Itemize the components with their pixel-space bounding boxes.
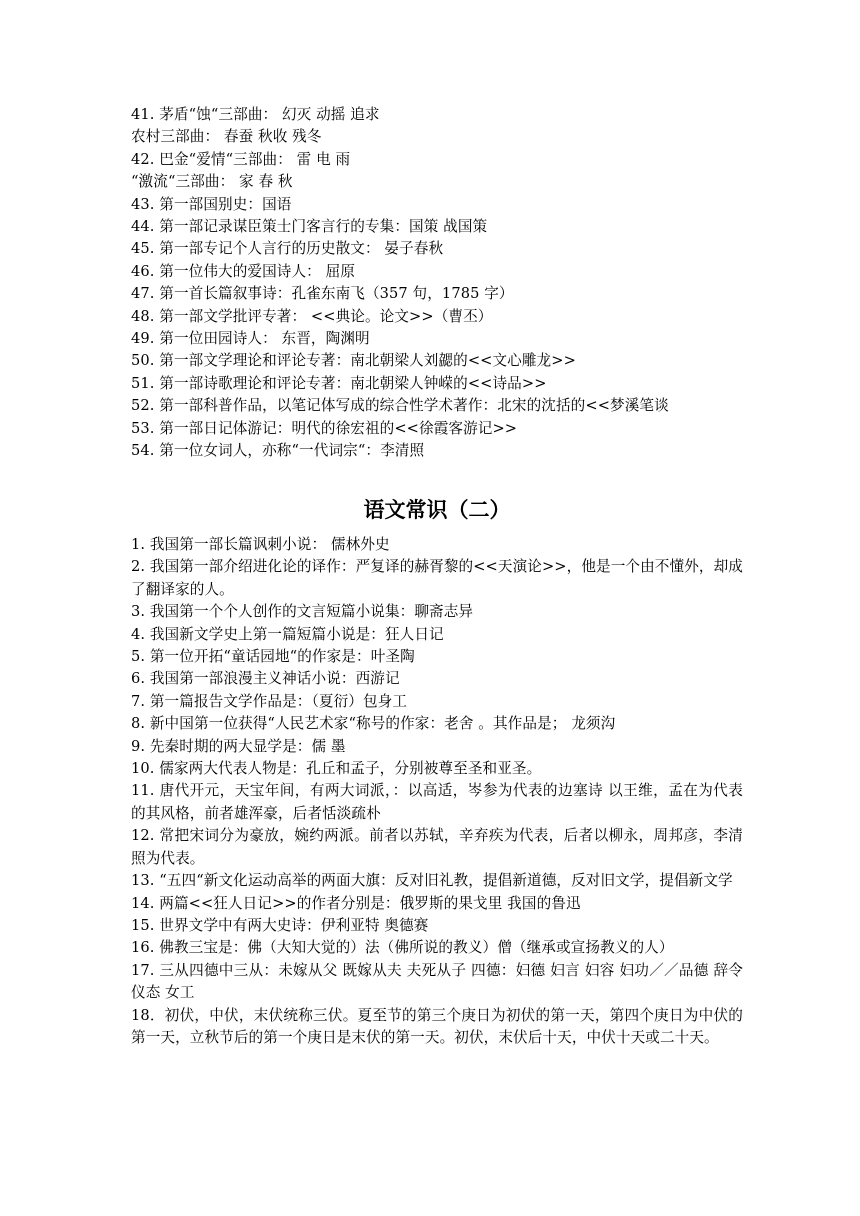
list-item: 1. 我国第一部长篇讽刺小说： 儒林外史 — [131, 536, 390, 553]
list-item: 10. 儒家两大代表人物是：孔丘和孟子，分别被尊至圣和亚圣。 — [131, 760, 542, 778]
list-item: 13. “五四“新文化运动高举的两面大旗：反对旧礼教，提倡新道德，反对旧文学，提倡新文学 — [131, 872, 733, 890]
list-item: 3. 我国第一个个人创作的文言短篇小说集：聊斋志异 — [131, 603, 474, 621]
list-item: 16. 佛教三宝是：佛（大知大觉的）法（佛所说的教义）僧（继承或宣扬教义的人） — [131, 939, 674, 957]
list-item: 41. 茅盾“蚀“三部曲： 幻灭 动摇 追求 — [131, 106, 380, 123]
list-item: 42. 巴金“爱情“三部曲： 雷 电 雨 — [131, 150, 351, 168]
list-item: 17. 三从四德中三从：未嫁从父 既嫁从夫 夫死从子 四德：妇德 妇言 妇容 妇功／／品德 辞令 仪态 女工 — [131, 961, 743, 1002]
list-item: 12. 常把宋词分为豪放，婉约两派。前者以苏轼，辛弃疾为代表，后者以柳永，周邦彦，李清照为代表。 — [131, 827, 743, 867]
list-item: 11. 唐代开元，天宝年间，有两大词派，：以高适，岑参为代表的边塞诗 以王维，孟在为代表的其风格，前者雄浑豪，后者恬淡疏朴 — [131, 782, 743, 822]
list-item: 44. 第一部记录谋臣策士门客言行的专集：国策 战国策 — [131, 218, 488, 236]
list-item: 6. 我国第一部浪漫主义神话小说：西游记 — [131, 670, 400, 688]
list-item: 52. 第一部科普作品，以笔记体写成的综合性学术著作：北宋的沈括的<<梦溪笔谈 — [131, 397, 669, 415]
list-item: 2. 我国第一部介绍进化论的译作：严复译的赫胥黎的<<天演论>>，他是一个由不懂外，却成了翻译家的人。 — [131, 558, 743, 598]
list-item: 47. 第一首长篇叙事诗：孔雀东南飞（357 句，1785 字） — [131, 285, 514, 303]
list-item: 53. 第一部日记体游记：明代的徐宏祖的<<徐霞客游记>> — [131, 419, 518, 437]
list-item: 18．初伏，中伏，末伏统称三伏。夏至节的第三个庚日为初伏的第一天，第四个庚日为中伏的第一天，立秋节后的第一个庚日是末伏的第一天。初伏，末伏后十天，中伏十天或二十天。 — [131, 1006, 743, 1046]
list-item: 45. 第一部专记个人言行的历史散文： 晏子春秋 — [131, 240, 444, 258]
section-2-list — [131, 534, 743, 1049]
list-item: 54. 第一位女词人，亦称“一代词宗“：李清照 — [131, 442, 425, 460]
list-item: 43. 第一部国别史：国语 — [131, 195, 292, 213]
list-item: 8. 新中国第一位获得“人民艺术家“称号的作家：老舍 。其作品是； 龙须沟 — [131, 715, 616, 733]
list-item: 50. 第一部文学理论和评论专著：南北朝梁人刘勰的<<文心雕龙>> — [131, 352, 576, 370]
list-item: 15. 世界文学中有两大史诗：伊利亚特 奥德赛 — [131, 916, 429, 934]
list-item: 48. 第一部文学批评专著： <<典论。论文>>（曹丕） — [131, 307, 493, 325]
list-item: 7. 第一篇报告文学作品是：（夏衍）包身工 — [131, 692, 408, 710]
section-1-list — [131, 104, 743, 463]
list-item: 46. 第一位伟大的爱国诗人： 屈原 — [131, 262, 356, 280]
list-item: 4. 我国新文学史上第一篇短篇小说是：狂人日记 — [131, 625, 444, 643]
list-item: 9. 先秦时期的两大显学是：儒 墨 — [131, 737, 346, 755]
list-item: 49. 第一位田园诗人： 东晋，陶渊明 — [131, 330, 370, 348]
list-item: “激流“三部曲： 家 春 秋 — [131, 173, 293, 191]
list-item: 14. 两篇<<狂人日记>>的作者分别是：俄罗斯的果戈里 我国的鲁迅 — [131, 894, 581, 912]
list-item: 农村三部曲： 春蚕 秋收 残冬 — [131, 128, 322, 146]
list-item: 5. 第一位开拓“童话园地“的作家是：叶圣陶 — [131, 648, 415, 666]
section-2-title: 语文常识（二） — [363, 498, 511, 522]
list-item: 51. 第一部诗歌理论和评论专著：南北朝梁人钟嵘的<<诗品>> — [131, 374, 547, 392]
